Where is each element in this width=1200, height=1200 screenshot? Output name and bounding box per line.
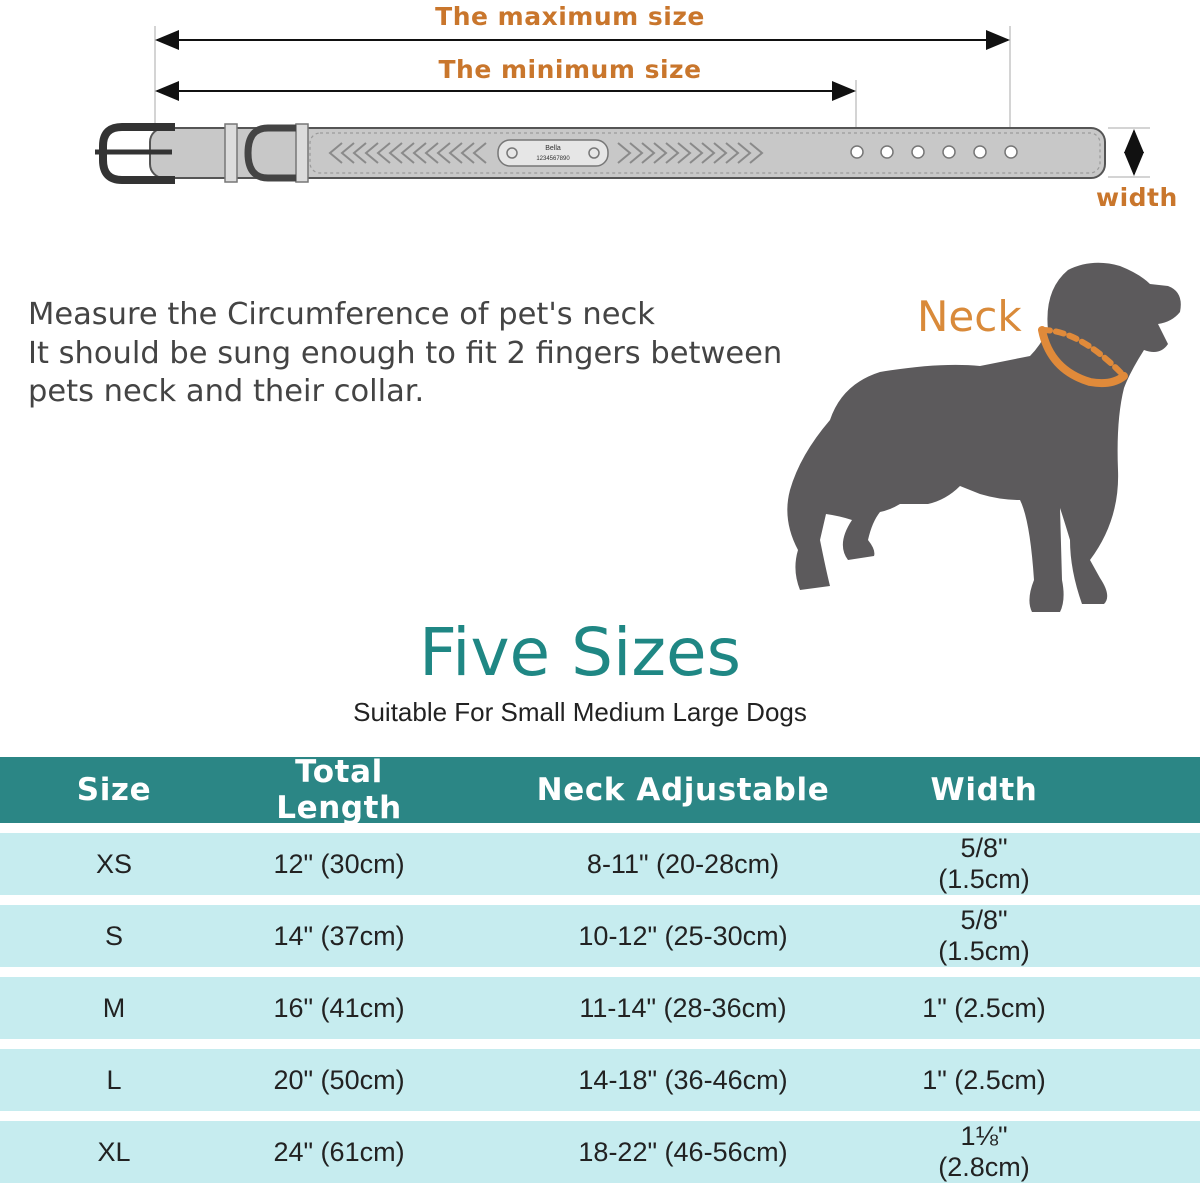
table-row: [0, 1121, 1200, 1183]
neck-adjustable-cell: 8-11" (20-28cm): [586, 848, 780, 879]
neck-adjustable-cell: 14-18" (36-46cm): [578, 1064, 788, 1095]
size-table: [0, 754, 1200, 1183]
neck-adjustable-cell: 10-12" (25-30cm): [578, 920, 788, 951]
size-cell: XS: [95, 848, 133, 879]
total-length-cell: 12" (30cm): [273, 848, 405, 879]
column-header-width: Width: [930, 772, 1038, 808]
page-subtitle: Suitable For Small Medium Large Dogs: [353, 697, 807, 727]
width-cell: 5/8" (1.5cm): [938, 905, 1030, 966]
table-row: [0, 1049, 1200, 1111]
table-header-row: [0, 754, 1200, 826]
total-length-cell: 16" (41cm): [273, 992, 405, 1023]
table-row: [0, 977, 1200, 1039]
tag-number: 1234567890: [536, 156, 570, 162]
name-plate: [498, 140, 608, 166]
measure-instructions: [28, 296, 828, 412]
neck-label: Neck: [917, 292, 1022, 341]
keeper-loop: [225, 124, 237, 182]
column-header-size: Size: [76, 772, 152, 808]
neck-adjustable-cell: 18-22" (46-56cm): [578, 1136, 788, 1167]
total-length-cell: 24" (61cm): [273, 1136, 405, 1167]
instruction-line: Measure the Circumference of pet's neck: [28, 297, 655, 332]
neck-adjustable-cell: 11-14" (28-36cm): [579, 992, 787, 1023]
table-row: [0, 833, 1200, 895]
size-cell: L: [106, 1064, 122, 1095]
maximum-size-label: The maximum size: [435, 2, 705, 31]
collar-strap: [150, 128, 1105, 178]
width-cell: 1" (2.5cm): [922, 992, 1046, 1023]
width-cell: 1⅛" (2.8cm): [938, 1121, 1030, 1182]
total-length-cell: 14" (37cm): [273, 920, 405, 951]
page-title: Five Sizes: [418, 614, 741, 691]
total-length-cell: 20" (50cm): [273, 1064, 405, 1095]
column-header-total-length: Total Length: [276, 754, 402, 826]
table-row: [0, 905, 1200, 967]
size-cell: XL: [97, 1136, 131, 1167]
width-cell: 1" (2.5cm): [922, 1064, 1046, 1095]
instruction-line: It should be sung enough to fit 2 fingers between: [28, 335, 783, 371]
instruction-line: pets neck and their collar.: [28, 374, 425, 409]
size-cell: S: [104, 920, 123, 951]
width-label: width: [1096, 183, 1178, 212]
tag-name: Bella: [545, 145, 561, 152]
column-header-neck-adjustable: Neck Adjustable: [536, 772, 830, 808]
minimum-size-label: The minimum size: [438, 55, 702, 84]
size-cell: M: [102, 992, 126, 1023]
width-cell: 5/8" (1.5cm): [938, 833, 1030, 894]
collar-diagram: [0, 0, 1200, 230]
